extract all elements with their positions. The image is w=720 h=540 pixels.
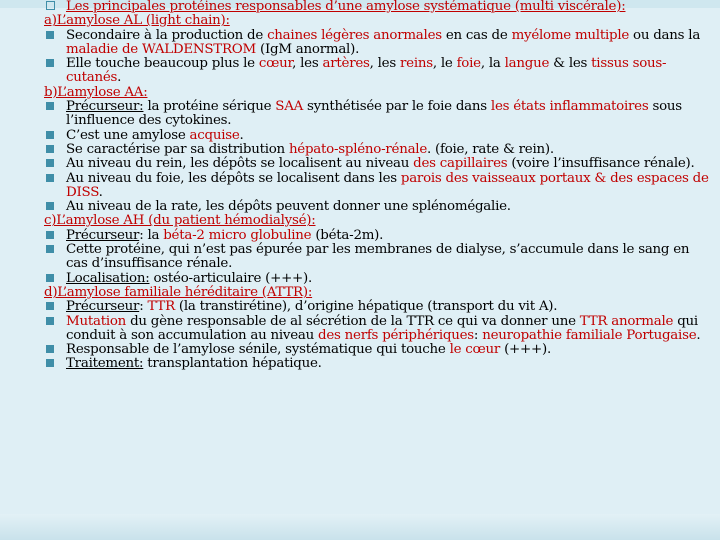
square-bullet-icon <box>46 245 54 253</box>
bullet-text-fragment: langue <box>504 56 550 72</box>
section-heading-text: a)L’amylose AL (light chain): <box>44 13 230 29</box>
bullet-text-fragment: TTR <box>147 299 175 315</box>
bullet-item <box>44 57 712 86</box>
bullet-text-fragment: Précurseur <box>66 227 140 243</box>
bullet-text-fragment: Secondaire à la production de <box>66 27 268 43</box>
bullet-item <box>44 143 712 157</box>
bullet-text-fragment: Localisation: <box>66 270 150 286</box>
square-bullet-icon <box>46 59 54 67</box>
bullet-text-fragment: reins <box>400 56 433 72</box>
bullet-item <box>44 200 712 214</box>
checkbox-bullet-icon <box>46 1 55 10</box>
section-heading <box>44 14 712 28</box>
square-bullet-icon <box>46 159 54 167</box>
bullet-text-fragment: . <box>98 184 103 200</box>
square-bullet-icon <box>46 202 54 210</box>
bullet-text-fragment: ostéo-articulaire (+++). <box>149 270 312 286</box>
bullet-item <box>44 100 712 129</box>
square-bullet-icon <box>46 145 54 153</box>
bullet-text-fragment: Cette protéine, qui n’est pas épurée par les membranes de dialyse, s’accumule dans le sang en cas d’insuffisance rénale. <box>66 242 690 272</box>
bullet-text-fragment: Au niveau du rein, les dépôts se localisent au niveau <box>66 156 414 172</box>
square-bullet-icon <box>46 345 54 353</box>
bullet-text-fragment: : <box>139 299 148 315</box>
bottom-band <box>0 514 720 540</box>
bullet-text-fragment: des capillaires <box>413 156 508 172</box>
bullet-item <box>44 129 712 143</box>
bullet-item <box>44 157 712 171</box>
square-bullet-icon <box>46 131 54 139</box>
bullet-text-fragment: Responsable de l’amylose sénile, systématique qui touche <box>66 342 450 358</box>
bullet-text-fragment: artères <box>322 56 370 72</box>
bullet-text-fragment: . (foie, rate & rein). <box>427 141 554 157</box>
bullet-text-fragment: Se caractérise par sa distribution <box>66 141 289 157</box>
bullet-text-fragment: (béta-2m). <box>311 227 384 243</box>
bullet-text-fragment: , les <box>292 56 323 72</box>
bullet-text-fragment: transplantation hépatique. <box>143 356 322 372</box>
square-bullet-icon <box>46 317 54 325</box>
bullet-item <box>44 229 712 243</box>
bullet-text-fragment: chaines légères anormales <box>267 27 442 43</box>
bullet-text-fragment: . <box>696 327 701 343</box>
bullet-text-fragment: & les <box>549 56 592 72</box>
section-heading <box>44 214 712 228</box>
bullet-text-fragment: Au niveau du foie, les dépôts se localisent dans les <box>66 170 401 186</box>
bullet-text-fragment: : <box>473 327 483 343</box>
square-bullet-icon <box>46 359 54 367</box>
bullet-text-fragment: maladie de WALDENSTROM <box>66 41 256 57</box>
bullet-text-fragment: ou dans la <box>629 27 701 43</box>
bullet-text-fragment: (IgM anormal). <box>256 41 360 57</box>
bullet-text-fragment: tissus sous-cutanés <box>66 56 667 86</box>
bullet-text-fragment: (la transtirétine), d’origine hépatique (transport du vit A). <box>174 299 558 315</box>
bullet-text-fragment: les états inflammatoires <box>490 99 649 115</box>
bullet-text-fragment: le cœur <box>449 342 501 358</box>
bullet-item <box>44 357 712 371</box>
bullet-text-fragment: , les <box>369 56 400 72</box>
bullet-text-fragment: : la <box>139 227 164 243</box>
bullet-text-fragment: Mutation <box>66 313 127 329</box>
bullet-text-fragment: parois des vaisseaux portaux & des espaces de DISS <box>66 170 709 200</box>
slide-title <box>44 0 712 14</box>
bullet-text-fragment: la protéine sérique <box>143 99 276 115</box>
square-bullet-icon <box>46 31 54 39</box>
section-heading-text: d)L’amylose familiale héréditaire (ATTR): <box>44 284 313 300</box>
bullet-text-fragment: Traitement: <box>66 356 144 372</box>
bullet-text-fragment: synthétisée par le foie dans <box>303 99 491 115</box>
square-bullet-icon <box>46 102 54 110</box>
bullet-text-fragment: C’est une amylose <box>66 127 190 143</box>
bullet-text-fragment: . <box>239 127 244 143</box>
sections <box>44 14 712 371</box>
bullet-text-fragment: hépato-spléno-rénale <box>288 141 428 157</box>
bullet-item <box>44 343 712 357</box>
bullet-item <box>44 243 712 272</box>
bullet-text-fragment: , le <box>432 56 457 72</box>
bullet-text-fragment: cœur <box>258 56 293 72</box>
bullet-text-fragment: neuropathie familiale Portugaise <box>482 327 697 343</box>
bullet-item <box>44 315 712 344</box>
square-bullet-icon <box>46 274 54 282</box>
bullet-text-fragment: foie <box>456 56 481 72</box>
bullet-text-fragment: Elle touche beaucoup plus le <box>66 56 259 72</box>
bullet-text-fragment: sous l’influence des cytokines. <box>66 99 682 129</box>
bullet-text-fragment: (+++). <box>500 342 551 358</box>
bullet-text-fragment: myélome multiple <box>511 27 630 43</box>
bullet-item <box>44 172 712 201</box>
section-heading-text: b)L’amylose AA: <box>44 84 148 100</box>
bullet-text-fragment: qui conduit à son accumulation au niveau <box>66 313 698 343</box>
bullet-text-fragment: (voire l’insuffisance rénale). <box>507 156 695 172</box>
bullet-text-fragment: , la <box>480 56 505 72</box>
bullet-text-fragment: Précurseur <box>66 299 140 315</box>
bullet-text-fragment: du gène responsable de al sécrétion de la TTR ce qui va donner une <box>126 313 580 329</box>
bullet-text-fragment: SAA <box>275 99 304 115</box>
bullet-text-fragment: acquise <box>189 127 240 143</box>
section-heading <box>44 86 712 100</box>
bullet-text-fragment: des nerfs périphériques <box>318 327 474 343</box>
section-heading-text: c)L’amylose AH (du patient hémodialysé): <box>44 213 316 229</box>
square-bullet-icon <box>46 174 54 182</box>
slide-content <box>44 0 712 372</box>
title-text: Les principales protéines responsables d’une amylose systématique (multi viscérale): <box>66 0 626 14</box>
section-heading <box>44 286 712 300</box>
bullet-item <box>44 300 712 314</box>
bullet-text-fragment: béta-2 micro globuline <box>163 227 312 243</box>
square-bullet-icon <box>46 231 54 239</box>
square-bullet-icon <box>46 302 54 310</box>
bullet-item <box>44 29 712 58</box>
bullet-text-fragment: . <box>117 70 122 86</box>
bullet-text-fragment: Précurseur: <box>66 99 144 115</box>
bullet-text-fragment: TTR anormale <box>579 313 674 329</box>
bullet-item <box>44 272 712 286</box>
bullet-text-fragment: en cas de <box>441 27 512 43</box>
bullet-text-fragment: Au niveau de la rate, les dépôts peuvent donner une splénomégalie. <box>66 199 511 215</box>
